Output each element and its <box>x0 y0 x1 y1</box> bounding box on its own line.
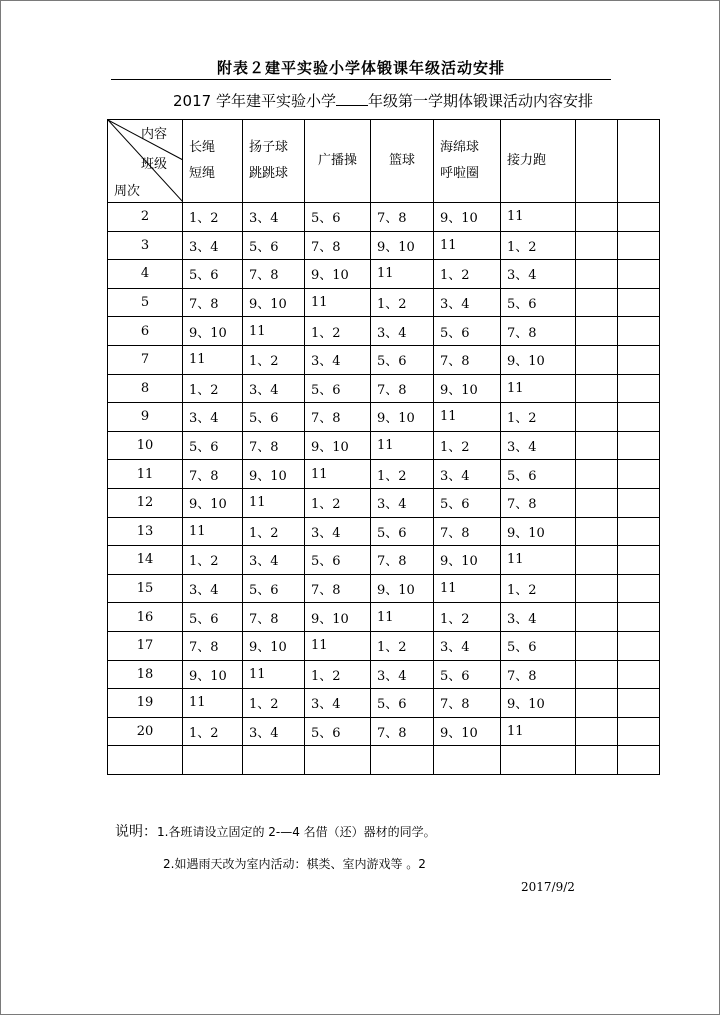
class-assignment-cell: 3、4 <box>243 717 305 746</box>
table-subtitle <box>107 90 659 111</box>
week-cell: 18 <box>108 660 183 689</box>
class-assignment-cell: 1、2 <box>371 631 434 660</box>
week-cell <box>108 746 183 775</box>
corner-label-week: 周次 <box>114 184 141 199</box>
header-relay-race <box>501 120 576 203</box>
header-label-line: 呼啦圈 <box>440 166 480 181</box>
table-row <box>108 603 660 632</box>
class-assignment-cell: 7、8 <box>434 517 501 546</box>
header-label-line: 海绵球 <box>440 140 480 155</box>
class-assignment-cell: 1、2 <box>305 488 371 517</box>
table-row <box>108 260 660 289</box>
class-assignment-cell <box>576 717 618 746</box>
class-assignment-cell: 5、6 <box>305 717 371 746</box>
table-row <box>108 488 660 517</box>
week-cell: 12 <box>108 488 183 517</box>
table-row <box>108 345 660 374</box>
note-line-1: 1.各班请设立固定的 2-—4 名借（还）器材的同学。 <box>157 825 436 839</box>
class-assignment-cell <box>576 231 618 260</box>
class-assignment-cell: 11 <box>371 431 434 460</box>
class-assignment-cell: 11 <box>305 460 371 489</box>
document-title: 附表２建平实验小学体锻课年级活动安排 <box>216 59 505 77</box>
class-assignment-cell: 11 <box>434 403 501 432</box>
class-assignment-cell: 5、6 <box>305 546 371 575</box>
header-label-line: 长绳 <box>189 140 216 155</box>
class-assignment-cell: 7、8 <box>183 460 243 489</box>
class-assignment-cell: 5、6 <box>243 231 305 260</box>
class-assignment-cell: 5、6 <box>305 374 371 403</box>
table-row <box>108 460 660 489</box>
class-assignment-cell: 1、2 <box>183 546 243 575</box>
class-assignment-cell <box>618 345 660 374</box>
class-assignment-cell <box>618 231 660 260</box>
activity-schedule-table <box>107 119 660 775</box>
class-assignment-cell <box>618 746 660 775</box>
header-label-line: 篮球 <box>388 153 415 168</box>
class-assignment-cell: 11 <box>243 317 305 346</box>
class-assignment-cell: 5、6 <box>183 603 243 632</box>
class-assignment-cell <box>576 488 618 517</box>
header-rope <box>183 120 243 203</box>
class-assignment-cell <box>576 203 618 232</box>
corner-label-class: 班级 <box>141 157 168 172</box>
class-assignment-cell: 3、4 <box>501 431 576 460</box>
week-cell: 9 <box>108 403 183 432</box>
header-empty <box>618 120 660 203</box>
class-assignment-cell: 5、6 <box>371 689 434 718</box>
class-assignment-cell: 5、6 <box>183 431 243 460</box>
table-row <box>108 746 660 775</box>
class-assignment-cell: 1、2 <box>501 403 576 432</box>
class-assignment-cell: 9、10 <box>183 317 243 346</box>
class-assignment-cell: 9、10 <box>305 431 371 460</box>
class-assignment-cell <box>243 746 305 775</box>
class-assignment-cell <box>618 488 660 517</box>
class-assignment-cell <box>576 288 618 317</box>
class-assignment-cell: 1、2 <box>371 460 434 489</box>
class-assignment-cell: 1、2 <box>243 345 305 374</box>
class-assignment-cell: 9、10 <box>243 288 305 317</box>
class-assignment-cell: 11 <box>501 203 576 232</box>
corner-header-cell <box>108 120 183 203</box>
week-cell: 4 <box>108 260 183 289</box>
class-assignment-cell <box>618 689 660 718</box>
class-assignment-cell: 9、10 <box>371 574 434 603</box>
corner-label-content: 内容 <box>141 127 168 142</box>
class-assignment-cell: 11 <box>371 260 434 289</box>
class-assignment-cell <box>618 288 660 317</box>
week-cell: 20 <box>108 717 183 746</box>
class-assignment-cell: 11 <box>243 488 305 517</box>
table-row <box>108 317 660 346</box>
class-assignment-cell: 11 <box>183 689 243 718</box>
class-assignment-cell: 1、2 <box>434 603 501 632</box>
class-assignment-cell <box>576 431 618 460</box>
class-assignment-cell: 5、6 <box>501 288 576 317</box>
class-assignment-cell: 5、6 <box>434 660 501 689</box>
class-assignment-cell <box>618 517 660 546</box>
note-line-2: 2.如遇雨天改为室内活动：棋类、室内游戏等 。2 <box>163 857 426 871</box>
class-assignment-cell: 7、8 <box>305 574 371 603</box>
class-assignment-cell: 5、6 <box>243 403 305 432</box>
class-assignment-cell: 3、4 <box>434 460 501 489</box>
class-assignment-cell: 11 <box>434 574 501 603</box>
class-assignment-cell <box>618 460 660 489</box>
class-assignment-cell: 1、2 <box>501 231 576 260</box>
header-label-line: 扬子球 <box>249 140 289 155</box>
class-assignment-cell: 9、10 <box>434 717 501 746</box>
class-assignment-cell: 3、4 <box>183 403 243 432</box>
class-assignment-cell <box>576 345 618 374</box>
class-assignment-cell <box>576 746 618 775</box>
class-assignment-cell: 5、6 <box>371 517 434 546</box>
table-row <box>108 203 660 232</box>
class-assignment-cell: 5、6 <box>243 574 305 603</box>
notes-section <box>115 821 436 871</box>
class-assignment-cell: 7、8 <box>243 603 305 632</box>
class-assignment-cell <box>576 660 618 689</box>
class-assignment-cell <box>618 631 660 660</box>
header-label-line: 短绳 <box>189 166 216 181</box>
class-assignment-cell <box>576 546 618 575</box>
header-broadcast-exercise <box>305 120 371 203</box>
class-assignment-cell: 7、8 <box>305 231 371 260</box>
header-shuttle-ball <box>243 120 305 203</box>
class-assignment-cell: 11 <box>501 374 576 403</box>
class-assignment-cell: 5、6 <box>501 460 576 489</box>
class-assignment-cell: 1、2 <box>501 574 576 603</box>
table-row <box>108 689 660 718</box>
class-assignment-cell: 9、10 <box>371 403 434 432</box>
class-assignment-cell <box>576 460 618 489</box>
class-assignment-cell: 5、6 <box>183 260 243 289</box>
class-assignment-cell: 1、2 <box>243 689 305 718</box>
class-assignment-cell: 11 <box>183 345 243 374</box>
subtitle-suffix: 年级第一学期体锻课活动内容安排 <box>367 92 593 110</box>
class-assignment-cell: 5、6 <box>371 345 434 374</box>
class-assignment-cell: 9、10 <box>243 460 305 489</box>
week-cell: 17 <box>108 631 183 660</box>
class-assignment-cell: 7、8 <box>305 403 371 432</box>
class-assignment-cell: 1、2 <box>305 660 371 689</box>
class-assignment-cell: 1、2 <box>434 431 501 460</box>
document-date: 2017/9/2 <box>521 880 575 894</box>
week-cell: 10 <box>108 431 183 460</box>
class-assignment-cell <box>618 203 660 232</box>
class-assignment-cell: 9、10 <box>305 603 371 632</box>
class-assignment-cell: 1、2 <box>183 717 243 746</box>
class-assignment-cell <box>576 574 618 603</box>
class-assignment-cell: 5、6 <box>434 488 501 517</box>
header-empty <box>576 120 618 203</box>
class-assignment-cell: 5、6 <box>501 631 576 660</box>
class-assignment-cell: 3、4 <box>434 631 501 660</box>
class-assignment-cell: 9、10 <box>183 660 243 689</box>
class-assignment-cell: 3、4 <box>183 574 243 603</box>
class-assignment-cell <box>576 517 618 546</box>
class-assignment-cell: 3、4 <box>243 546 305 575</box>
table-row <box>108 717 660 746</box>
class-assignment-cell: 7、8 <box>434 345 501 374</box>
table-row <box>108 546 660 575</box>
table-row <box>108 631 660 660</box>
header-label-line: 跳跳球 <box>249 166 289 181</box>
table-row <box>108 574 660 603</box>
class-assignment-cell: 11 <box>305 288 371 317</box>
class-assignment-cell <box>576 374 618 403</box>
week-cell: 6 <box>108 317 183 346</box>
class-assignment-cell: 5、6 <box>434 317 501 346</box>
class-assignment-cell: 7、8 <box>371 203 434 232</box>
class-assignment-cell: 11 <box>371 603 434 632</box>
class-assignment-cell: 3、4 <box>305 689 371 718</box>
class-assignment-cell: 1、2 <box>243 517 305 546</box>
week-cell: 15 <box>108 574 183 603</box>
class-assignment-cell: 9、10 <box>371 231 434 260</box>
class-assignment-cell: 11 <box>183 517 243 546</box>
class-assignment-cell: 3、4 <box>371 660 434 689</box>
class-assignment-cell: 3、4 <box>501 260 576 289</box>
week-cell: 7 <box>108 345 183 374</box>
class-assignment-cell: 7、8 <box>434 689 501 718</box>
class-assignment-cell: 3、4 <box>434 288 501 317</box>
table-row <box>108 431 660 460</box>
class-assignment-cell <box>434 746 501 775</box>
class-assignment-cell <box>618 431 660 460</box>
week-cell: 13 <box>108 517 183 546</box>
class-assignment-cell <box>576 260 618 289</box>
table-row <box>108 517 660 546</box>
class-assignment-cell: 7、8 <box>243 260 305 289</box>
class-assignment-cell: 3、4 <box>243 374 305 403</box>
class-assignment-cell: 7、8 <box>501 660 576 689</box>
class-assignment-cell <box>618 374 660 403</box>
class-assignment-cell: 3、4 <box>305 345 371 374</box>
class-assignment-cell <box>183 746 243 775</box>
week-cell: 19 <box>108 689 183 718</box>
class-assignment-cell: 3、4 <box>243 203 305 232</box>
class-assignment-cell: 7、8 <box>183 288 243 317</box>
week-cell: 11 <box>108 460 183 489</box>
class-assignment-cell: 11 <box>501 546 576 575</box>
class-assignment-cell <box>576 403 618 432</box>
week-cell: 14 <box>108 546 183 575</box>
class-assignment-cell: 11 <box>305 631 371 660</box>
class-assignment-cell: 7、8 <box>501 488 576 517</box>
class-assignment-cell <box>618 603 660 632</box>
class-assignment-cell: 3、4 <box>371 488 434 517</box>
week-cell: 3 <box>108 231 183 260</box>
class-assignment-cell: 1、2 <box>434 260 501 289</box>
table-row <box>108 288 660 317</box>
class-assignment-cell <box>576 603 618 632</box>
class-assignment-cell: 1、2 <box>305 317 371 346</box>
header-row <box>108 120 660 203</box>
title-underline <box>111 79 611 80</box>
class-assignment-cell: 9、10 <box>501 689 576 718</box>
class-assignment-cell: 9、10 <box>305 260 371 289</box>
class-assignment-cell <box>371 746 434 775</box>
class-assignment-cell: 9、10 <box>243 631 305 660</box>
header-sponge-ball-hula-hoop <box>434 120 501 203</box>
class-assignment-cell <box>618 574 660 603</box>
class-assignment-cell: 9、10 <box>501 517 576 546</box>
class-assignment-cell <box>501 746 576 775</box>
class-assignment-cell: 11 <box>501 717 576 746</box>
class-assignment-cell <box>618 403 660 432</box>
class-assignment-cell <box>618 660 660 689</box>
class-assignment-cell: 3、4 <box>305 517 371 546</box>
class-assignment-cell: 1、2 <box>183 374 243 403</box>
week-cell: 8 <box>108 374 183 403</box>
table-row <box>108 374 660 403</box>
class-assignment-cell: 7、8 <box>371 717 434 746</box>
class-assignment-cell <box>618 717 660 746</box>
class-assignment-cell: 11 <box>243 660 305 689</box>
class-assignment-cell: 9、10 <box>501 345 576 374</box>
class-assignment-cell: 9、10 <box>183 488 243 517</box>
class-assignment-cell: 9、10 <box>434 374 501 403</box>
class-assignment-cell: 9、10 <box>434 203 501 232</box>
class-assignment-cell: 7、8 <box>501 317 576 346</box>
class-assignment-cell: 3、4 <box>501 603 576 632</box>
class-assignment-cell <box>618 317 660 346</box>
grade-blank <box>336 105 368 106</box>
header-label-line: 接力跑 <box>507 153 547 168</box>
class-assignment-cell: 1、2 <box>183 203 243 232</box>
class-assignment-cell <box>576 689 618 718</box>
table-row <box>108 231 660 260</box>
table-row <box>108 660 660 689</box>
subtitle-prefix: 2017 学年建平实验小学 <box>173 92 336 110</box>
class-assignment-cell: 7、8 <box>243 431 305 460</box>
class-assignment-cell: 7、8 <box>371 546 434 575</box>
class-assignment-cell: 11 <box>434 231 501 260</box>
class-assignment-cell: 1、2 <box>371 288 434 317</box>
class-assignment-cell <box>618 546 660 575</box>
class-assignment-cell: 3、4 <box>183 231 243 260</box>
notes-label: 说明： <box>115 824 157 840</box>
class-assignment-cell: 9、10 <box>434 546 501 575</box>
header-basketball <box>371 120 434 203</box>
table-row <box>108 403 660 432</box>
week-cell: 5 <box>108 288 183 317</box>
header-label-line: 广播操 <box>317 153 357 168</box>
class-assignment-cell <box>618 260 660 289</box>
class-assignment-cell <box>305 746 371 775</box>
class-assignment-cell: 5、6 <box>305 203 371 232</box>
week-cell: 2 <box>108 203 183 232</box>
class-assignment-cell <box>576 317 618 346</box>
class-assignment-cell: 7、8 <box>371 374 434 403</box>
class-assignment-cell <box>576 631 618 660</box>
class-assignment-cell: 7、8 <box>183 631 243 660</box>
class-assignment-cell: 3、4 <box>371 317 434 346</box>
week-cell: 16 <box>108 603 183 632</box>
